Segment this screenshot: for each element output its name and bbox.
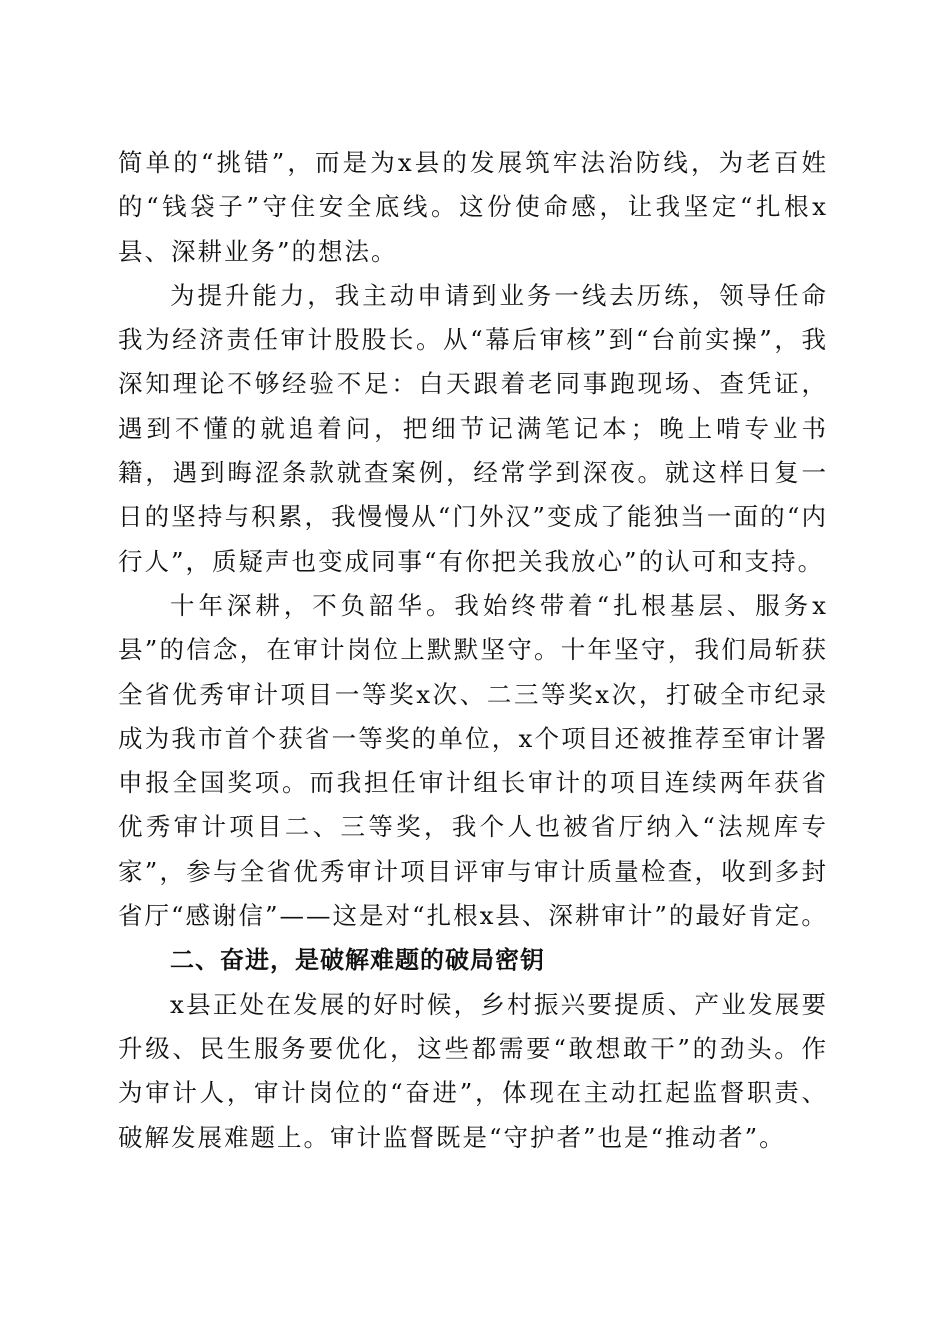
paragraph-closing: x县正处在发展的好时候，乡村振兴要提质、产业发展要升级、民生服务要优化，这些都需要“敢想敢干”的劲头。作为审计人，审计岗位的“奋进”，体现在主动扛起监督职责、破解发展难题上。审计监督既是“守护者”也是“推动者”。 [118, 989, 828, 1152]
paragraph-continuation: 简单的“挑错”，而是为x县的发展筑牢法治防线，为老百姓的“钱袋子”守住安全底线。这份使命感，让我坚定“扎根x县、深耕业务”的想法。 [118, 148, 828, 266]
section-heading: 二、奋进，是破解难题的破局密钥 [170, 946, 545, 975]
paragraph-ten-years: 十年深耕，不负韶华。我始终带着“扎根基层、服务x县”的信念，在审计岗位上默默坚守。十年坚守，我们局斩获全省优秀审计项目一等奖x次、二三等奖x次，打破全市纪录成为我市首个获省一等奖的单位，x个项目还被推荐至审计署申报全国奖项。而我担任审计组长审计的项目连续两年获省优秀审计项目二、三等奖，我个人也被省厅纳入“法规库专家”，参与全省优秀审计项目评审与审计质量检查，收到多封省厅“感谢信”——这是对“扎根x县、深耕审计”的最好肯定。 [118, 590, 828, 931]
document-body [118, 141, 828, 1160]
paragraph-skill-growth: 为提升能力，我主动申请到业务一线去历练，领导任命我为经济责任审计股股长。从“幕后审核”到“台前实操”，我深知理论不够经验不足：白天跟着老同事跑现场、查凭证，遇到不懂的就追着问，把细节记满笔记本；晚上啃专业书籍，遇到晦涩条款就查案例，经常学到深夜。就这样日复一日的坚持与积累，我慢慢从“门外汉”变成了能独当一面的“内行人”，质疑声也变成同事“有你把关我放心”的认可和支持。 [118, 280, 828, 576]
